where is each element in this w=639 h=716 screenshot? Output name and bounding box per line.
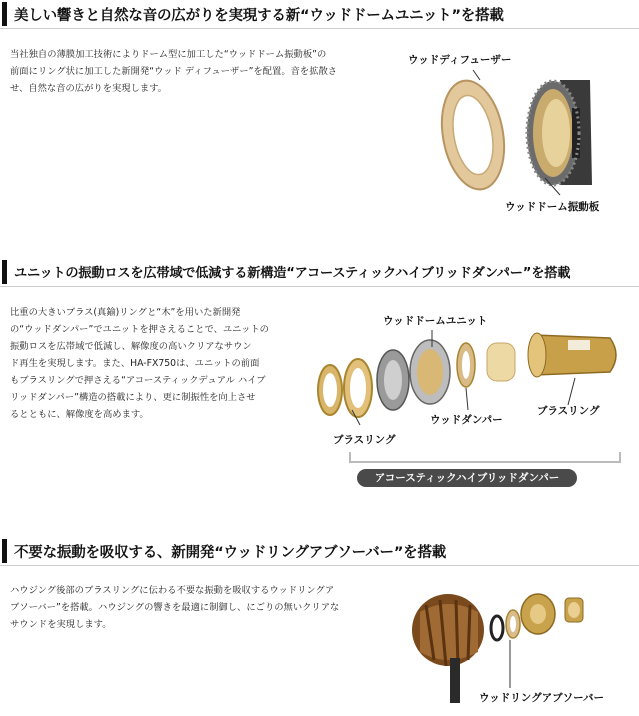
label-wood-ring-absorber: ウッドリングアブソーバー [479, 692, 605, 704]
label-wood-dome-unit: ウッドドームユニット [383, 315, 488, 327]
section-2-title: ユニットの振動ロスを広帯域で低減する新構造“アコースティックハイブリッドダンパー”を搭載 [14, 266, 571, 281]
hybrid-damper-badge: アコースティックハイブリッドダンパー [357, 469, 577, 487]
label-brass-ring-left: ブラスリング [333, 434, 396, 446]
section-3-title: 不要な振動を吸収する、新開発“ウッドリングアブソーバー”を搭載 [14, 545, 447, 561]
label-wood-damper: ウッドダンパー [430, 414, 503, 426]
brass-parts-image [521, 594, 583, 634]
section-2-body: 比重の大きいブラス(真鍮)リングと“木”を用いた新開発 の“ウッドダンパー”でユニットを押さえることで、ユニットの 振動ロスを広帯域で低減し、解像度の高いクリアなサウン ド再生を実現します。また、HA-FX750は、ユニットの前面 もブラスリングで押さえる“アコースティックデュアル ハイブ リッドダンパー”構造の搭載により、更に制振性を向上させ るとともに、解像度を高めます。 [10, 307, 269, 420]
section-1-body: 当社独自の薄膜加工技術によりドーム型に加工した“ウッドドーム振動板”の 前面にリング状に加工した新開発“ウッド ディフューザー”を配置。音を拡散さ せ、自然な音の広がりを実現します。 [10, 49, 338, 94]
label-brass-ring-right: ブラスリング [537, 405, 600, 417]
wood-housing-image [412, 594, 484, 703]
section-1-title: 美しい響きと自然な音の広がりを実現する新“ウッドドームユニット”を搭載 [14, 8, 504, 24]
section-3-body: ハウジング後部のブラスリングに伝わる不要な振動を吸収するウッドリングア ブソーバー”を搭載。ハウジングの響きを最適に制御し、にごりの無いクリアな サウンドを実現します。 [10, 585, 340, 630]
wood-ring-absorber-image [491, 610, 520, 640]
label-wood-dome-diaphragm: ウッドドーム振動板 [505, 201, 600, 213]
label-wood-diffuser: ウッドディフューザー [408, 54, 512, 66]
